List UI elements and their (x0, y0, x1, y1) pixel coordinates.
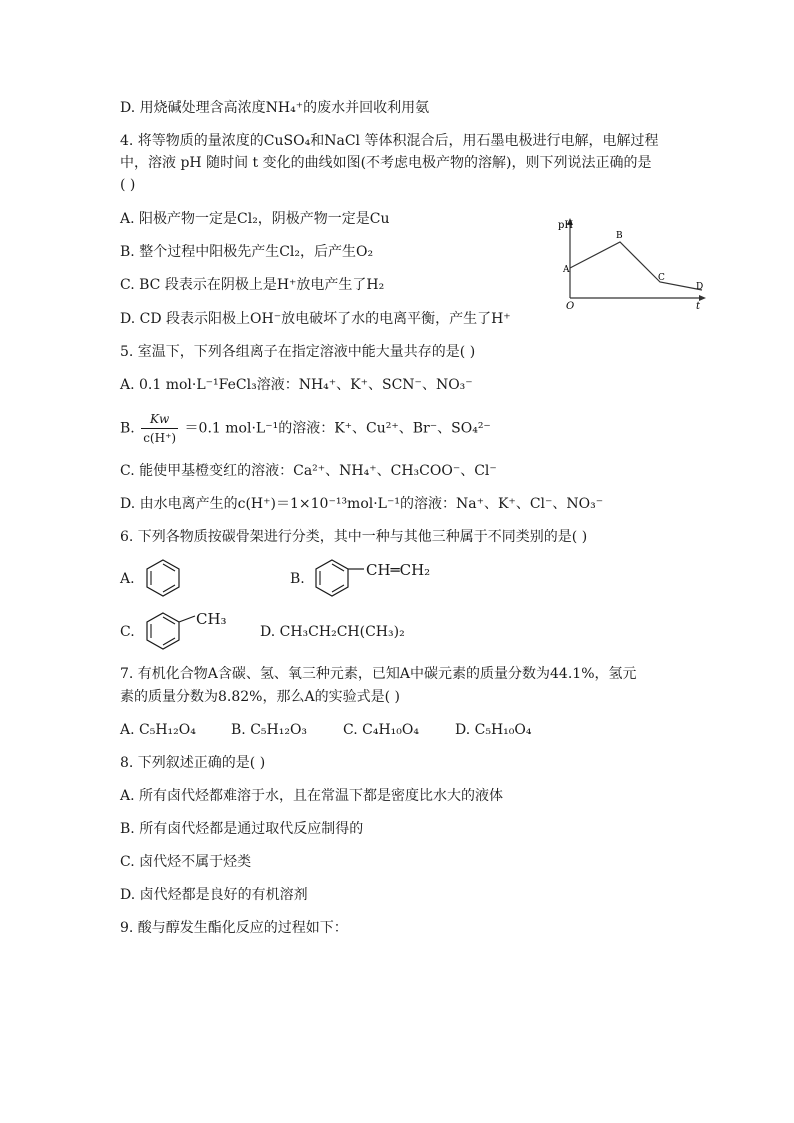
styrene-ring-icon (312, 557, 366, 599)
q7-option-d: D. C₅H₁₀O₄ (455, 722, 532, 738)
point-label-b: B (616, 231, 623, 241)
ph-curve (570, 242, 702, 290)
point-label-d: D (696, 282, 704, 292)
x-axis-label: t (696, 301, 701, 310)
q5-option-a: A. 0.1 mol·L⁻¹FeCl₃溶液：NH₄⁺、K⁺、SCN⁻、NO₃⁻ (120, 377, 473, 393)
q7-option-b: B. C₅H₁₂O₃ (231, 722, 308, 738)
q4-option-d: D. CD 段表示阳极上OH⁻放电破坏了水的电离平衡，产生了H⁺ (120, 311, 511, 327)
q7-option-a: A. C₅H₁₂O₄ (120, 722, 196, 738)
q5-option-c: C. 能使甲基橙变红的溶液：Ca²⁺、NH₄⁺、CH₃COO⁻、Cl⁻ (120, 463, 497, 479)
q7-stem-line2: 素的质量分数为8.82%，那么A的实验式是( ) (120, 689, 400, 705)
q6-option-c-label: C. (120, 624, 135, 640)
q7-option-c: C. C₄H₁₀O₄ (343, 722, 419, 738)
q5-option-d: D. 由水电离产生的c(H⁺)＝1×10⁻¹³mol·L⁻¹的溶液：Na⁺、K⁺、Cl⁻、NO₃⁻ (120, 496, 604, 512)
q5-option-b-label: B. (120, 420, 135, 437)
q4-option-a: A. 阳极产物一定是Cl₂，阴极产物一定是Cu (120, 211, 390, 227)
q5-option-b (120, 410, 491, 447)
x-axis-arrow (699, 295, 706, 301)
q6-stem: 6. 下列各物质按碳骨架进行分类，其中一种与其他三种属于不同类别的是( ) (120, 529, 588, 545)
q4-ph-time-graph (552, 214, 712, 310)
q4-option-b: B. 整个过程中阳极先产生Cl₂，后产生O₂ (120, 244, 374, 260)
q8-option-d: D. 卤代烃都是良好的有机溶剂 (120, 887, 308, 903)
q4-stem-line1: 4. 将等物质的量浓度的CuSO₄和NaCl 等体积混合后，用石墨电极进行电解，电解过程 (120, 133, 659, 149)
fraction-numerator: Kw (141, 410, 178, 429)
q9-stem: 9. 酸与醇发生酯化反应的过程如下： (120, 920, 348, 936)
benzene-ring-icon (143, 557, 183, 599)
q8-option-c: C. 卤代烃不属于烃类 (120, 854, 252, 870)
q6-option-d: D. CH₃CH₂CH(CH₃)₂ (260, 624, 405, 640)
q6-option-a-label: A. (120, 571, 135, 587)
origin-label: O (566, 301, 575, 310)
y-axis-label: pH (558, 220, 574, 231)
q4-stem-line3: ( ) (120, 177, 136, 193)
q3-option-d: D. 用烧碱处理含高浓度NH₄⁺的废水并回收利用氨 (120, 100, 430, 116)
q8-stem: 8. 下列叙述正确的是( ) (120, 755, 266, 771)
fraction-denominator: c(H⁺) (143, 431, 177, 445)
point-label-a: A (563, 265, 570, 275)
kw-over-ch-fraction (141, 410, 178, 447)
q7-stem-line1: 7. 有机化合物A含碳、氢、氧三种元素，已知A中碳元素的质量分数为44.1%，氢元 (120, 666, 637, 682)
q5-option-b-text: ＝0.1 mol·L⁻¹的溶液：K⁺、Cu²⁺、Br⁻、SO₄²⁻ (184, 420, 491, 437)
q6-option-b-label: B. (290, 571, 305, 587)
q5-stem: 5. 室温下，下列各组离子在指定溶液中能大量共存的是( ) (120, 344, 476, 360)
q4-option-c: C. BC 段表示在阴极上是H⁺放电产生了H₂ (120, 277, 385, 293)
q4-stem-line2: 中，溶液 pH 随时间 t 变化的曲线如图(不考虑电极产物的溶解)，则下列说法正确的是 (120, 155, 652, 171)
point-label-c: C (658, 273, 665, 283)
toluene-ring-icon (143, 610, 197, 652)
q6-option-c-methyl-group: CH₃ (196, 610, 227, 628)
q6-option-b-vinyl-group: CH═CH₂ (366, 561, 431, 579)
q8-option-b: B. 所有卤代烃都是通过取代反应制得的 (120, 821, 364, 837)
q8-option-a: A. 所有卤代烃都难溶于水，且在常温下都是密度比水大的液体 (120, 788, 504, 804)
